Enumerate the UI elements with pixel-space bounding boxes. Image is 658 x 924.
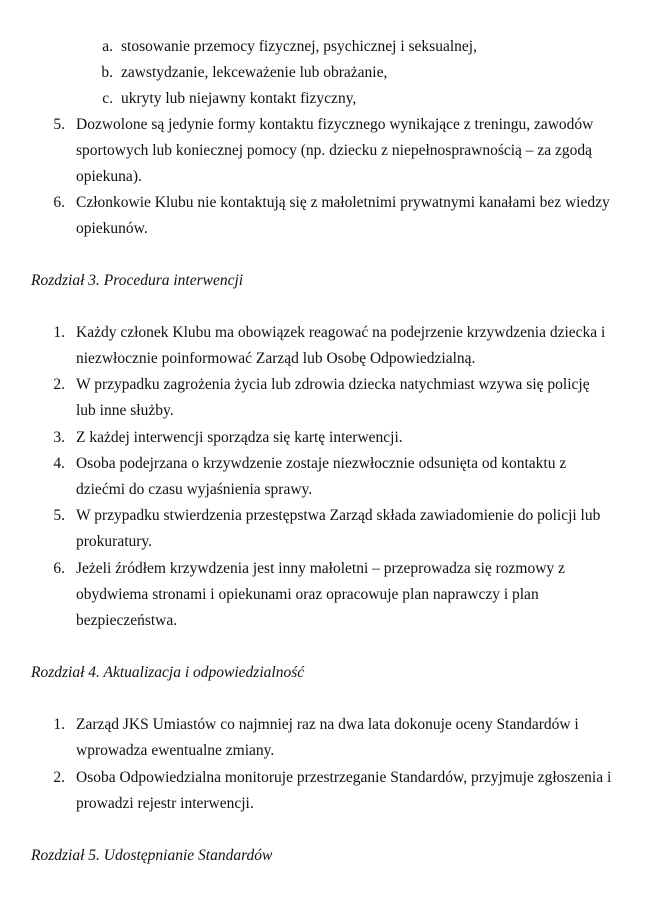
list-marker: 6.	[53, 560, 65, 577]
list-item-line: sportowych lub koniecznej pomocy (np. dziecku z niepełnosprawnością – za zgodą	[76, 142, 593, 159]
list-marker: a.	[102, 38, 113, 55]
list-item-line: Członkowie Klubu nie kontaktują się z małoletnimi prywatnymi kanałami bez wiedzy	[76, 194, 610, 211]
list-item-line: obydwiema stronami i opiekunami oraz opracowuje plan naprawczy i plan	[76, 586, 539, 603]
list-marker: b.	[101, 64, 113, 81]
list-item-text: stosowanie przemocy fizycznej, psychicznej i seksualnej,	[121, 38, 477, 55]
list-item-line: lub inne służby.	[76, 402, 174, 419]
list-item-line: W przypadku zagrożenia życia lub zdrowia dziecka natychmiast wzywa się policję	[76, 376, 590, 393]
list-marker: 1.	[53, 324, 65, 341]
list-item-line: Każdy członek Klubu ma obowiązek reagować na podejrzenie krzywdzenia dziecka i	[76, 324, 606, 341]
list-marker: 3.	[53, 429, 65, 446]
list-item-line: Osoba podejrzana o krzywdzenie zostaje niezwłocznie odsunięta od kontaktu z	[76, 455, 567, 472]
list-item-line: Z każdej interwencji sporządza się kartę interwencji.	[76, 429, 403, 446]
list-item-text: zawstydzanie, lekceważenie lub obrażanie,	[121, 64, 388, 81]
list-marker: 6.	[53, 194, 65, 211]
list-marker: 5.	[53, 507, 65, 524]
list-marker: 2.	[53, 376, 65, 393]
list-item-line: bezpieczeństwa.	[76, 612, 178, 629]
list-marker: 4.	[53, 455, 65, 472]
list-marker: 5.	[53, 116, 65, 133]
list-marker: c.	[102, 90, 113, 107]
list-item-line: Jeżeli źródłem krzywdzenia jest inny małoletni – przeprowadza się rozmowy z	[76, 560, 565, 577]
list-item-line: Zarząd JKS Umiastów co najmniej raz na dwa lata dokonuje oceny Standardów i	[76, 716, 579, 733]
list-marker: 1.	[53, 716, 65, 733]
list-item-text: ukryty lub niejawny kontakt fizyczny,	[121, 90, 357, 107]
list-item-line: Osoba Odpowiedzialna monitoruje przestrzeganie Standardów, przyjmuje zgłoszenia i	[76, 769, 612, 786]
list-item-line: prowadzi rejestr interwencji.	[76, 795, 254, 812]
list-item-line: W przypadku stwierdzenia przestępstwa Zarząd składa zawiadomienie do policji lub	[76, 507, 601, 524]
list-item-line: dziećmi do czasu wyjaśnienia sprawy.	[76, 481, 313, 498]
chapter-3-heading: Rozdział 3. Procedura interwencji	[31, 272, 244, 289]
chapter-5-heading: Rozdział 5. Udostępnianie Standardów	[31, 847, 273, 864]
list-item-line: opiekuna).	[76, 168, 142, 185]
chapter-4-heading: Rozdział 4. Aktualizacja i odpowiedzialność	[31, 664, 305, 681]
list-item-line: Dozwolone są jedynie formy kontaktu fizycznego wynikające z treningu, zawodów	[76, 116, 594, 133]
list-item-line: wprowadza ewentualne zmiany.	[76, 742, 275, 759]
list-item-line: prokuratury.	[76, 533, 153, 550]
list-marker: 2.	[53, 769, 65, 786]
list-item-line: niezwłocznie poinformować Zarząd lub Osobę Odpowiedzialną.	[76, 350, 476, 367]
list-item-line: opiekunów.	[76, 220, 148, 237]
